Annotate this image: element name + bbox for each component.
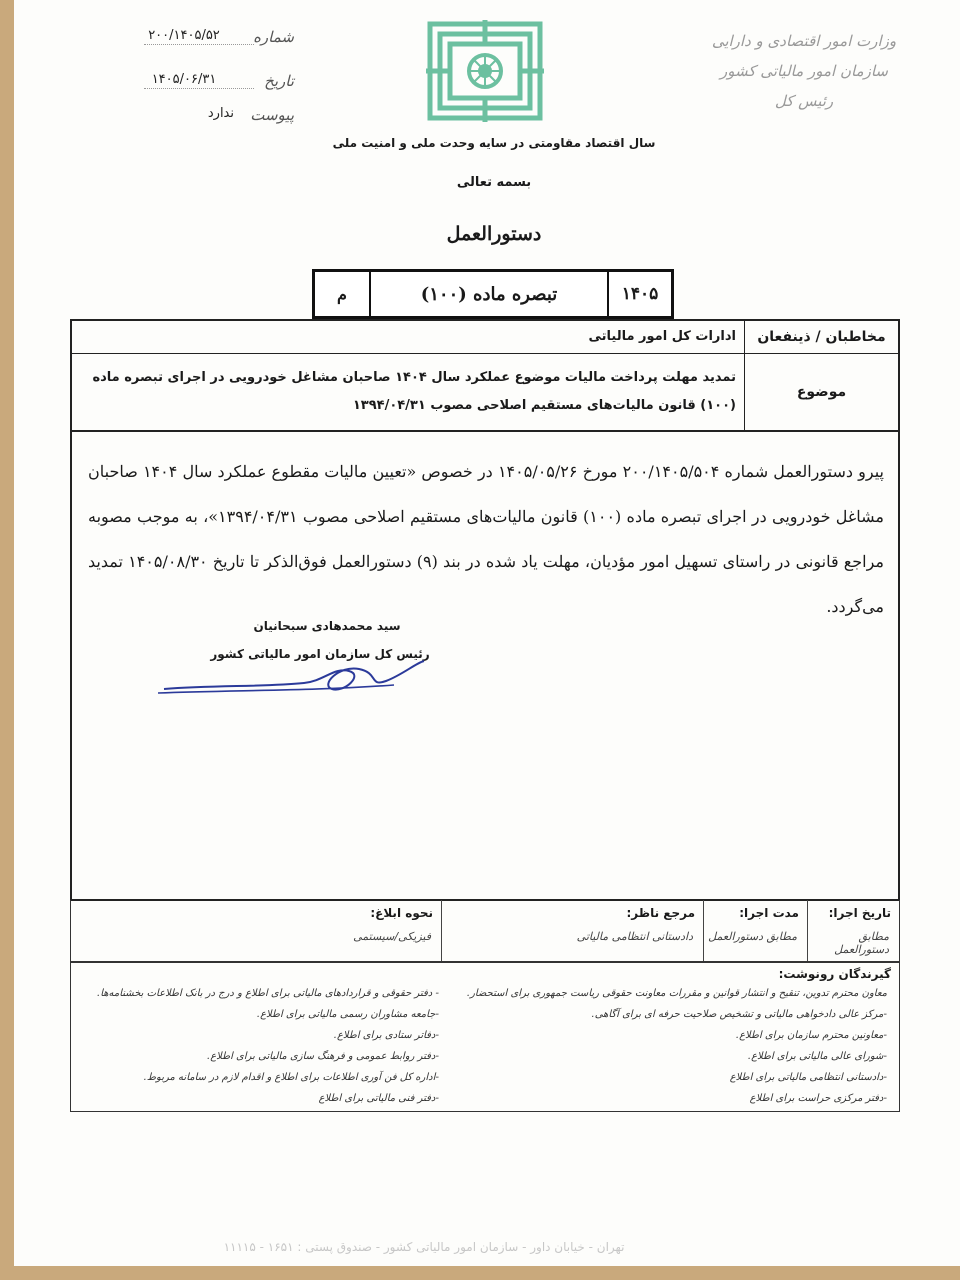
reference-year: ۱۴۰۵ (607, 272, 671, 316)
dotted-line (144, 88, 254, 89)
number-row (124, 28, 294, 50)
attachment-value: ندارد (207, 106, 234, 121)
addressees-value: ادارات کل امور مالیاتی (588, 329, 736, 344)
cc-recipients (70, 962, 900, 1112)
notification-method-value: فیزیکی/سیستمی (353, 930, 431, 943)
date-label: تاریخ (264, 72, 294, 90)
addressees-label: مخاطبان / ذینفعان (744, 321, 898, 353)
execution-duration-label: مدت اجرا: (739, 906, 799, 920)
signer-title: رئیس کل سازمان امور مالیاتی کشور (210, 647, 430, 661)
reference-subject: تبصره ماده (۱۰۰) (369, 272, 607, 316)
letter-page (14, 0, 960, 1266)
subject-label: موضوع (744, 354, 898, 430)
cc-title: گیرندگان رونوشت: (778, 967, 891, 981)
supervising-authority-value: دادستانی انتظامی مالیاتی (576, 930, 693, 943)
supervising-authority-cell (441, 900, 703, 961)
reference-mark: م (337, 284, 347, 304)
bismillah: بسمه تعالی (456, 175, 532, 190)
organization-name: سازمان امور مالیاتی کشور (720, 62, 888, 80)
list-item: -جامعه مشاوران رسمی مالیاتی برای اطلاع. (256, 1009, 439, 1020)
date-row (124, 72, 294, 94)
instruction-body: پیرو دستورالعمل شماره ۲۰۰/۱۴۰۵/۵۰۴ مورخ ۱۴۰۵/۰۵/۲۶ در خصوص «تعیین مالیات مقطوع عملکرد سال ۱۴۰۴ صاحبان مشاغل خودرویی در اجرای تبصره ماده (۱۰۰) قانون مالیات‌های مستقیم اصلاحی مصوب ۱۳۹۴/۰۴/۳۱»، به موجب مصوبه مراجع قانونی در راستای تسهیل امور مؤدیان، مهلت یاد شده در بند (۹) دستورالعمل فوق‌الذکر تا تاریخ ۱۴۰۵/۰۸/۳۰ تمدید می‌گردد. (88, 462, 885, 616)
list-item: -دادستانی انتظامی مالیاتی برای اطلاع (729, 1072, 887, 1083)
list-item: -دفتر مرکزی حراست برای اطلاع (749, 1093, 887, 1104)
year-slogan: سال اقتصاد مقاومتی در سایه وحدت ملی و امنیت ملی (332, 136, 656, 150)
list-item: -اداره کل فن آوری اطلاعات برای اطلاع و اقدام لازم در سامانه مربوط. (143, 1072, 439, 1083)
execution-date-value: مطابق دستورالعمل (834, 930, 889, 956)
list-item: -دفاتر ستادی برای اطلاع. (333, 1030, 439, 1041)
handwritten-signature-icon (154, 657, 434, 701)
office-name: رئیس کل (774, 92, 834, 110)
list-item: -دفتر فنی مالیاتی برای اطلاع (318, 1093, 439, 1104)
number-label: شماره (253, 28, 294, 46)
subject-row (72, 354, 898, 432)
ministry-name: وزارت امور اقتصادی و دارایی (711, 32, 897, 50)
execution-date-cell (807, 900, 899, 961)
subject-value: تمدید مهلت پرداخت مالیات موضوع عملکرد سال ۱۴۰۴ صاحبان مشاغل خودرویی در اجرای تبصره ماده (۱۰۰) قانون مالیات‌های مستقیم اصلاحی مصوب ۱۳۹۴/۰۴/۳۱ (92, 370, 736, 413)
list-item: -شورای عالی مالیاتی برای اطلاع. (747, 1051, 887, 1062)
number-value: ۲۰۰/۱۴۰۵/۵۲ (148, 28, 220, 43)
date-value: ۱۴۰۵/۰۶/۳۱ (151, 72, 217, 87)
notification-method-cell (71, 900, 441, 961)
list-item: معاون محترم تدوین، تنقیح و انتشار قوانین و مقررات معاونت حقوقی ریاست جمهوری برای استحضار. (466, 988, 887, 999)
list-item: - دفتر حقوقی و قراردادهای مالیاتی برای اطلاع و درج در بانک اطلاعات بخشنامه‌ها. (97, 988, 439, 999)
reference-box (312, 269, 674, 319)
execution-date-label: تاریخ اجرا: (828, 906, 891, 920)
execution-info-table (70, 900, 900, 962)
list-item: -دفتر روابط عمومی و فرهنگ سازی مالیاتی برای اطلاع. (207, 1051, 439, 1062)
addressees-row (72, 321, 898, 354)
notification-method-label: نحوه ابلاغ: (370, 906, 433, 920)
list-item: -مرکز عالی دادخواهی مالیاتی و تشخیص صلاحیت حرفه ای برای آگاهی. (591, 1009, 887, 1020)
instruction-table (70, 319, 900, 901)
document-title: دستورالعمل (446, 223, 542, 245)
signer-name: سید محمدهادی سبحانیان (253, 619, 401, 633)
supervising-authority-label: مرجع ناظر: (626, 906, 695, 920)
execution-duration-value: مطابق دستورالعمل (708, 930, 797, 943)
tax-organization-logo-icon (424, 18, 546, 128)
attachment-label: پیوست (250, 106, 294, 124)
ministry-header (704, 26, 904, 116)
attachment-row (124, 106, 294, 128)
list-item: -معاونین محترم سازمان برای اطلاع. (735, 1030, 887, 1041)
footer-address: تهران - خیابان داور - سازمان امور مالیاتی کشور - صندوق پستی : ۱۶۵۱ - ۱۱۱۱۵ (223, 1240, 625, 1254)
execution-duration-cell (703, 900, 807, 961)
dotted-line (144, 44, 254, 45)
